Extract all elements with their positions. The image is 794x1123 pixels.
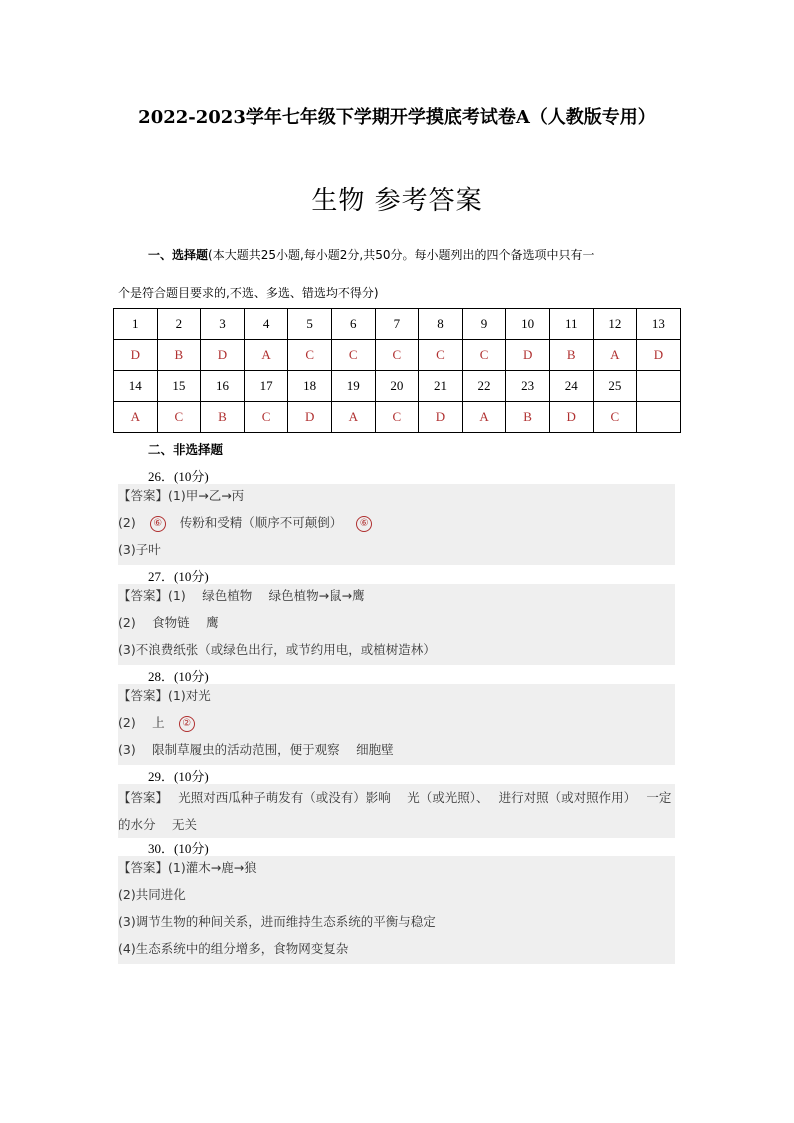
- question-number-cell: 14: [114, 371, 158, 402]
- q27-heading: 27．(10分): [148, 569, 209, 584]
- q28-line2: (2) 上: [118, 715, 165, 730]
- question-number-cell: 7: [375, 309, 419, 340]
- question-number-cell: 18: [288, 371, 332, 402]
- q30-answer-block: [118, 856, 675, 964]
- question-number-cell: 15: [157, 371, 201, 402]
- q26-circle-1: ⑥: [150, 516, 166, 532]
- section2-heading: 二、非选择题: [148, 442, 224, 457]
- question-number-cell: 13: [637, 309, 681, 340]
- q27-line2: (2) 食物链 鹰: [118, 615, 219, 630]
- answer-cell: C: [244, 402, 288, 433]
- question-number-cell: 3: [201, 309, 245, 340]
- section1-heading: 一、选择题: [148, 248, 209, 262]
- question-number-cell: 22: [462, 371, 506, 402]
- answer-cell: A: [114, 402, 158, 433]
- section1-desc-2: 个是符合题目要求的,不选、多选、错选均不得分): [118, 286, 379, 300]
- answer-cell: B: [506, 402, 550, 433]
- answer-cell: [637, 402, 681, 433]
- question-number-cell: 6: [331, 309, 375, 340]
- answer-cell: B: [157, 340, 201, 371]
- answer-cell: B: [549, 340, 593, 371]
- question-number-cell: 21: [419, 371, 463, 402]
- q28-heading: 28．(10分): [148, 669, 209, 684]
- question-number-cell: 11: [549, 309, 593, 340]
- answer-tag: 【答案】: [118, 860, 169, 875]
- q27-answer-block: [118, 584, 675, 665]
- question-number-cell: 16: [201, 371, 245, 402]
- table-row: [114, 340, 681, 371]
- q30-line2: (2)共同进化: [118, 887, 186, 902]
- answer-cell: B: [201, 402, 245, 433]
- q26-line2-part: (2): [118, 515, 136, 530]
- q30-line3: (3)调节生物的种间关系，进而维持生态系统的平衡与稳定: [118, 914, 436, 929]
- q29-line1: 光照对西瓜种子萌发有（或没有）影响 光（或光照）、 进行对照（或对照作用） 一定的水分 无关: [118, 790, 672, 832]
- answer-cell: C: [593, 402, 637, 433]
- answer-cell: A: [244, 340, 288, 371]
- q29-answer-block: [118, 784, 675, 838]
- q26-line2-text: 传粉和受精（顺序不可颠倒）: [179, 515, 343, 530]
- answer-cell: A: [462, 402, 506, 433]
- section1-desc-1: (本大题共25小题,每小题2分,共50分。每小题列出的四个备选项中只有一: [208, 248, 595, 262]
- question-number-cell: 24: [549, 371, 593, 402]
- answer-tag: 【答案】: [118, 588, 169, 603]
- question-number-cell: 5: [288, 309, 332, 340]
- answer-tag: 【答案】: [118, 790, 162, 805]
- answer-cell: D: [549, 402, 593, 433]
- answer-cell: D: [288, 402, 332, 433]
- q26-circle-2: ⑥: [356, 516, 372, 532]
- document-title: 2022-2023学年七年级下学期开学摸底考试卷A（人教版专用）: [138, 107, 656, 128]
- answer-cell: C: [462, 340, 506, 371]
- answer-cell: D: [114, 340, 158, 371]
- question-number-cell: 8: [419, 309, 463, 340]
- answer-tag: 【答案】: [118, 688, 169, 703]
- answer-cell: A: [593, 340, 637, 371]
- answer-cell: C: [288, 340, 332, 371]
- question-number-cell: 12: [593, 309, 637, 340]
- q28-circle: ②: [179, 716, 195, 732]
- q28-answer-block: [118, 684, 675, 765]
- answer-cell: D: [419, 402, 463, 433]
- question-number-cell: 25: [593, 371, 637, 402]
- answer-tag: 【答案】: [118, 488, 169, 503]
- q29-heading: 29．(10分): [148, 769, 209, 784]
- answer-cell: D: [637, 340, 681, 371]
- answer-cell: D: [506, 340, 550, 371]
- q27-line3: (3)不浪费纸张（或绿色出行，或节约用电，或植树造林）: [118, 642, 436, 657]
- q30-line4: (4)生态系统中的组分增多，食物网变复杂: [118, 941, 349, 956]
- question-number-cell: 10: [506, 309, 550, 340]
- answer-cell: A: [331, 402, 375, 433]
- table-row: [114, 309, 681, 340]
- question-number-cell: 19: [331, 371, 375, 402]
- q26-line1: (1)甲→乙→丙: [168, 488, 245, 503]
- question-number-cell: 1: [114, 309, 158, 340]
- answer-cell: C: [157, 402, 201, 433]
- answer-cell: C: [375, 402, 419, 433]
- q28-line1: (1)对光: [168, 688, 211, 703]
- answer-cell: D: [201, 340, 245, 371]
- answer-cell: C: [375, 340, 419, 371]
- question-number-cell: [637, 371, 681, 402]
- table-row: [114, 371, 681, 402]
- document-subtitle: 生物 参考答案: [311, 186, 483, 216]
- question-number-cell: 9: [462, 309, 506, 340]
- question-number-cell: 23: [506, 371, 550, 402]
- q26-line3: (3)子叶: [118, 542, 161, 557]
- section1-intro: [118, 236, 680, 312]
- q26-answer-block: [118, 484, 675, 565]
- answer-cell: C: [331, 340, 375, 371]
- q30-heading: 30．(10分): [148, 841, 209, 856]
- q28-line3: (3) 限制草履虫的活动范围，便于观察 细胞壁: [118, 742, 394, 757]
- answer-cell: C: [419, 340, 463, 371]
- table-row: [114, 402, 681, 433]
- q27-line1: (1) 绿色植物 绿色植物→鼠→鹰: [168, 588, 365, 603]
- answer-table: [113, 308, 681, 433]
- q26-heading: 26．(10分): [148, 469, 209, 484]
- question-number-cell: 4: [244, 309, 288, 340]
- q30-line1: (1)灌木→鹿→狼: [168, 860, 257, 875]
- question-number-cell: 20: [375, 371, 419, 402]
- question-number-cell: 2: [157, 309, 201, 340]
- question-number-cell: 17: [244, 371, 288, 402]
